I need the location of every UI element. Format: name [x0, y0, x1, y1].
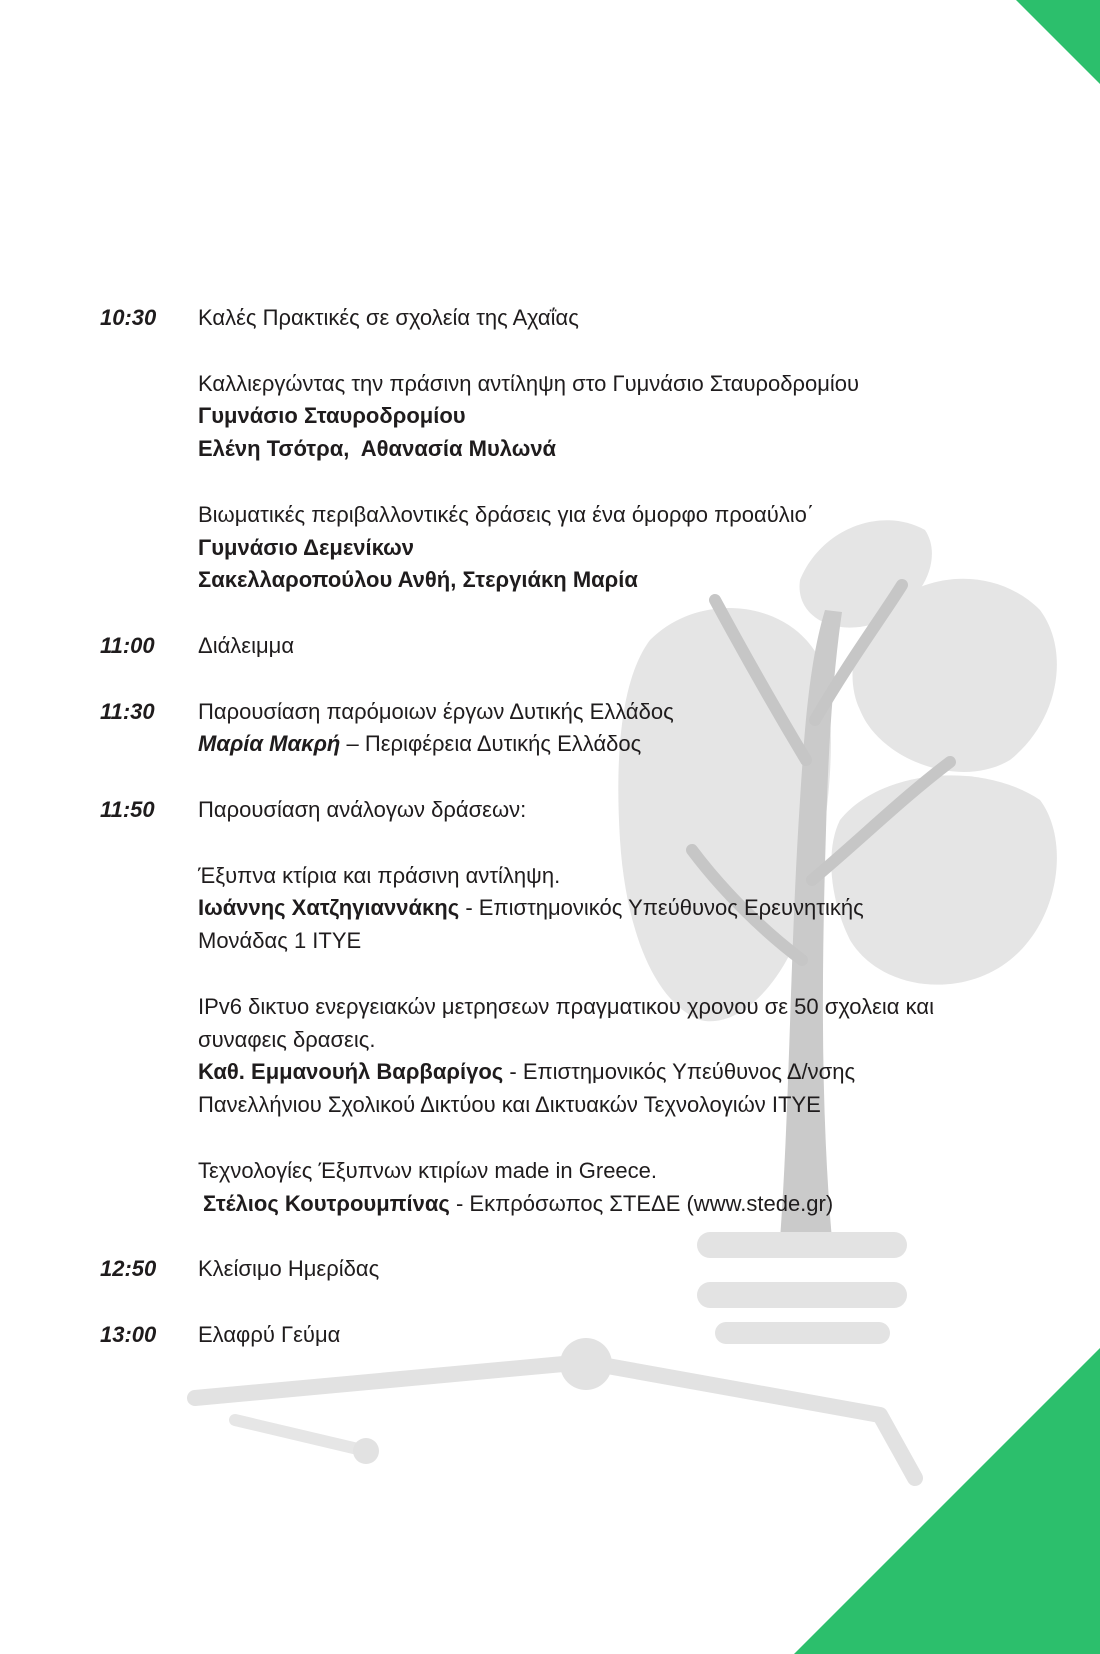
circuit-line — [195, 1362, 915, 1478]
talk-item — [198, 1155, 1090, 1221]
talk-school: Γυμνάσιο Σταυροδρομίου — [198, 403, 466, 429]
session-time: 10:30 — [100, 305, 157, 330]
talk-title: Βιωματικές περιβαλλοντικές δράσεις για ένα όμορφο προαύλιο΄ — [198, 501, 815, 527]
speaker-role-continued: Πανελλήνιου Σχολικού Δικτύου και Δικτυακών Τεχνολογιών ΙΤΥΕ — [198, 1092, 821, 1118]
speaker-role: - Εκπρόσωπος ΣΤΕΔΕ (www.stede.gr) — [455, 1190, 834, 1216]
session-content — [198, 630, 1090, 663]
session-title: Παρουσίαση ανάλογων δράσεων: — [198, 796, 527, 822]
session-1150 — [100, 794, 1090, 1220]
corner-triangle-bottom-right — [794, 1348, 1100, 1654]
speaker-line — [198, 1056, 1090, 1089]
session-time: 11:50 — [100, 796, 155, 822]
session-1250 — [100, 1253, 1090, 1286]
corner-triangle-top-right — [1016, 0, 1100, 84]
session-content — [198, 696, 1090, 762]
session-time: 11:00 — [100, 632, 155, 658]
session-1100 — [100, 630, 1090, 663]
talk-item — [198, 499, 1090, 597]
speaker-name: Στέλιος Κουτρουμπίνας — [203, 1190, 450, 1216]
session-title: Καλές Πρακτικές σε σχολεία της Αχαΐας — [198, 305, 579, 330]
session-time: 12:50 — [100, 1256, 157, 1282]
session-content — [198, 1319, 1090, 1352]
speaker-role-continued: Μονάδας 1 ΙΤΥΕ — [198, 928, 362, 954]
talk-speakers: Σακελλαροπούλου Ανθή, Στεργιάκη Μαρία — [198, 567, 638, 593]
session-title: Διάλειμμα — [198, 632, 295, 658]
session-time: 11:30 — [100, 698, 155, 724]
circuit-node — [353, 1438, 379, 1464]
session-title: Κλείσιμο Ημερίδας — [198, 1256, 380, 1282]
session-content — [198, 794, 1090, 1220]
talk-title: Έξυπνα κτίρια και πράσινη αντίληψη. — [198, 862, 561, 888]
speaker-line — [198, 1188, 1090, 1221]
session-title: Ελαφρύ Γεύμα — [198, 1321, 341, 1347]
session-time: 13:00 — [100, 1321, 157, 1347]
session-1300 — [100, 1319, 1090, 1352]
talk-title-continued: συναφεις δρασεις. — [198, 1026, 376, 1052]
speaker-name: Μαρία Μακρή — [198, 731, 341, 757]
session-1130 — [100, 696, 1090, 762]
speaker-role: - Επιστημονικός Υπεύθυνος Δ/νσης — [509, 1059, 856, 1085]
talk-title: Καλλιεργώντας την πράσινη αντίληψη στο Γυμνάσιο Σταυροδρομίου — [198, 370, 860, 396]
talk-title: IPv6 δικτυο ενεργειακών μετρησεων πραγματικου χρονου σε 50 σχολεια και — [198, 993, 934, 1019]
circuit-line — [235, 1420, 362, 1450]
talk-speakers: Ελένη Τσότρα, Αθανασία Μυλωνά — [198, 436, 557, 462]
speaker-role: – Περιφέρεια Δυτικής Ελλάδος — [346, 731, 642, 757]
talk-school: Γυμνάσιο Δεμενίκων — [198, 534, 415, 560]
talk-item — [198, 368, 1090, 466]
speaker-line — [198, 892, 1090, 925]
session-content — [198, 302, 1090, 597]
talk-item — [198, 860, 1090, 958]
session-title: Παρουσίαση παρόμοιων έργων Δυτικής Ελλάδος — [198, 698, 674, 724]
talk-title: Τεχνολογίες Έξυπνων κτιρίων made in Greece. — [198, 1157, 658, 1183]
speaker-name: Καθ. Εμμανουήλ Βαρβαρίγος — [198, 1059, 504, 1085]
speaker-name: Ιωάννης Χατζηγιαννάκης — [198, 895, 460, 921]
talk-item — [198, 991, 1090, 1122]
agenda-program — [100, 302, 1090, 1352]
speaker-line — [198, 728, 1090, 761]
speaker-role: - Επιστημονικός Υπεύθυνος Ερευνητικής — [465, 895, 864, 921]
session-1030 — [100, 302, 1090, 597]
session-content — [198, 1253, 1090, 1286]
